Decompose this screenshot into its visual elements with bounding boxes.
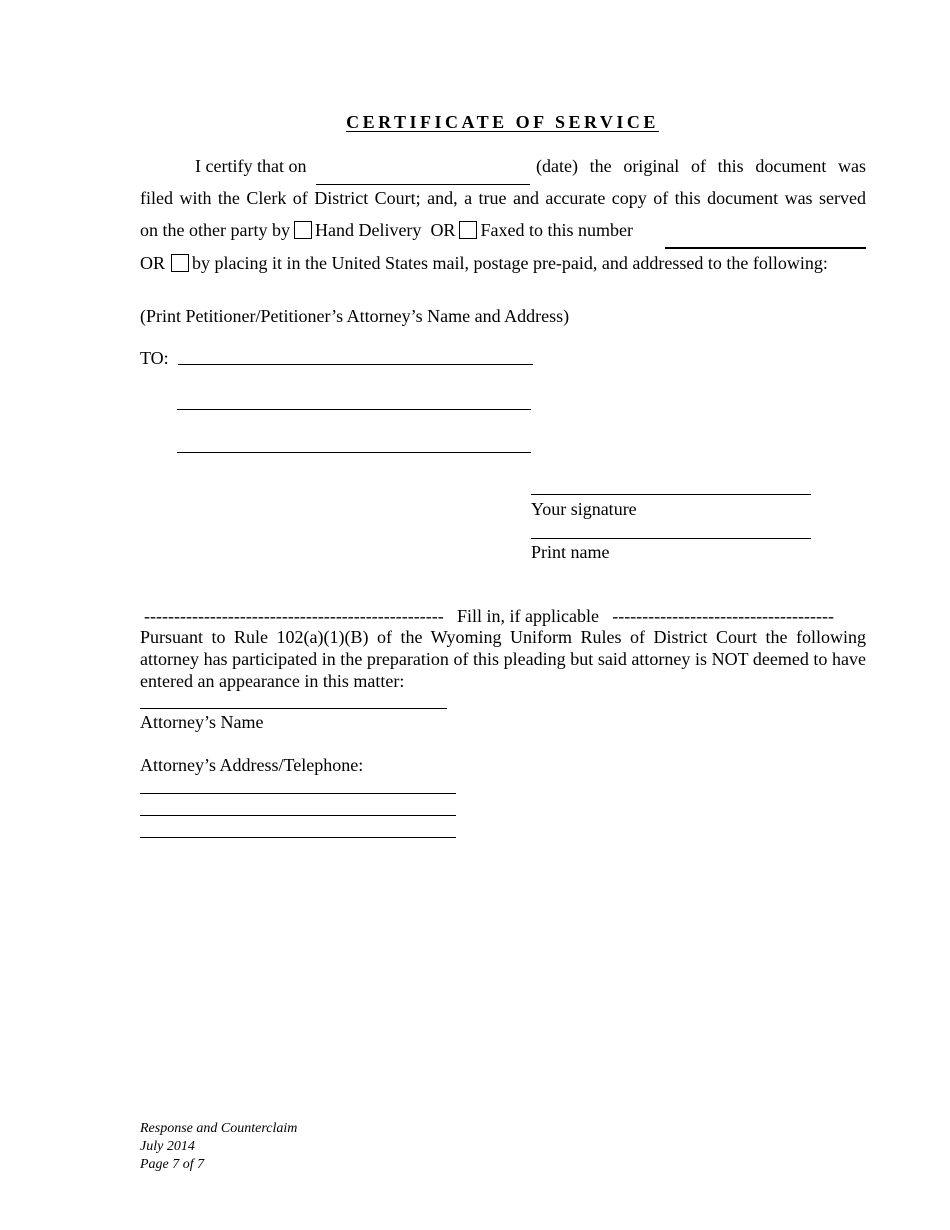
attorney-name-label: Attorney’s Name: [140, 712, 264, 732]
faxed-label: Faxed to this number: [480, 220, 633, 240]
attorney-address-label: Attorney’s Address/Telephone:: [140, 755, 364, 775]
page-title: CERTIFICATE OF SERVICE: [346, 112, 659, 132]
print-name-label: Print name: [531, 542, 610, 562]
attorney-address-line-2[interactable]: [140, 815, 456, 816]
fill-in-label: Fill in, if applicable: [456, 606, 599, 626]
pursuant-paragraph: Pursuant to Rule 102(a)(1)(B) of the Wyoming Uniform Rules of District Court the following attorney has participated in the preparation of this pleading but said attorney is NOT deemed to have entered an appearance in this matter:: [140, 627, 866, 691]
attorney-name-line[interactable]: [140, 708, 447, 709]
to-line-2[interactable]: [177, 409, 531, 410]
fill-in-divider: [144, 605, 834, 627]
fill-in-dashes-left: --------------------------------------------------: [144, 606, 444, 626]
signature-line[interactable]: [531, 494, 811, 495]
footer-page-number: Page 7 of 7: [140, 1157, 205, 1172]
or-label-2: OR: [140, 253, 166, 273]
fill-in-dashes-right: -------------------------------------: [612, 606, 834, 626]
footer-document-name: Response and Counterclaim: [140, 1121, 298, 1136]
certify-line4: [140, 252, 828, 274]
print-name-line[interactable]: [531, 538, 811, 539]
mail-label: by placing it in the United States mail, postage pre-paid, and addressed to the following:: [192, 253, 828, 273]
hand-delivery-label: Hand Delivery: [314, 220, 422, 240]
footer-date: July 2014: [140, 1139, 195, 1154]
hand-delivery-checkbox[interactable]: [294, 221, 312, 239]
faxed-checkbox[interactable]: [459, 221, 477, 239]
to-line-1[interactable]: [178, 364, 533, 365]
to-label: TO:: [140, 348, 169, 368]
attorney-address-line-3[interactable]: [140, 837, 456, 838]
mail-checkbox[interactable]: [171, 254, 189, 272]
to-line-3[interactable]: [177, 452, 531, 453]
attorney-address-line-1[interactable]: [140, 793, 456, 794]
certify-line3: [140, 219, 633, 241]
certify-line3-start: on the other party by: [140, 220, 290, 240]
certify-line2: filed with the Clerk of District Court; and, a true and accurate copy of this document was served: [140, 188, 866, 208]
print-instruction: (Print Petitioner/Petitioner’s Attorney’s Name and Address): [140, 306, 570, 326]
certify-line1-end: (date) the original of this document was: [536, 156, 866, 176]
or-label-1: OR: [430, 220, 456, 240]
your-signature-label: Your signature: [531, 499, 637, 519]
certify-line1-start: I certify that on: [195, 156, 307, 176]
